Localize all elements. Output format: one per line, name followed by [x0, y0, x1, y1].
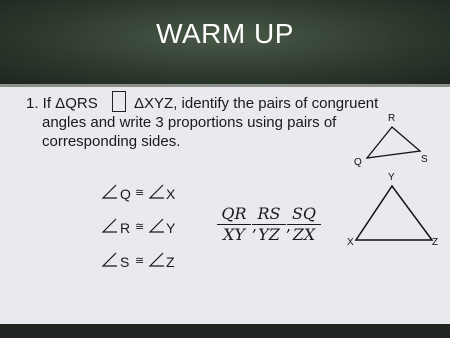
denominator: XY	[223, 225, 245, 244]
congruent-symbol: ≅	[135, 221, 145, 233]
angle-icon	[101, 217, 119, 235]
numerator: RS	[252, 204, 286, 225]
congruent-symbol: ≅	[135, 255, 145, 267]
triangle-xyz	[350, 178, 440, 248]
question-line1-start: 1. If ΔQRS	[26, 95, 98, 112]
vertex-q-label: Q	[354, 157, 362, 168]
angle-icon	[148, 217, 166, 235]
slide-title: WARM UP	[156, 18, 294, 49]
separator-comma: ,	[286, 216, 292, 235]
vertex-z-label: Z	[432, 237, 439, 248]
vertex-x-label: X	[347, 237, 354, 248]
angle-icon	[148, 251, 166, 269]
proportion-sq-zx	[287, 204, 321, 245]
question-line3: corresponding sides.	[42, 133, 181, 150]
question-line1-end: ΔXYZ, identify the pairs of congruent	[134, 95, 379, 112]
numerator: QR	[217, 204, 251, 225]
triangle-qrs	[360, 120, 430, 165]
angle-y-label: Y	[166, 220, 176, 236]
similar-symbol-box	[111, 90, 129, 114]
congruent-symbol: ≅	[135, 187, 145, 199]
angle-icon	[101, 183, 119, 201]
angle-s-label: S	[120, 254, 130, 270]
denominator: YZ	[258, 225, 280, 244]
angle-r-label: R	[120, 220, 131, 236]
angle-icon	[101, 251, 119, 269]
vertex-s-label: S	[421, 154, 428, 165]
proportion-qr-xy	[217, 204, 251, 245]
vertex-y-label: Y	[388, 172, 395, 183]
numerator: SQ	[287, 204, 321, 225]
angle-q-label: Q	[120, 186, 131, 202]
footer-bar	[0, 324, 450, 338]
title-divider	[0, 84, 450, 87]
vertex-r-label: R	[388, 113, 396, 124]
denominator: ZX	[292, 225, 316, 244]
separator-comma: ,	[252, 216, 258, 235]
proportion-rs-yz	[252, 204, 286, 245]
angle-x-label: X	[166, 186, 176, 202]
angle-icon	[148, 183, 166, 201]
angle-z-label: Z	[166, 254, 175, 270]
question-line2: angles and write 3 proportions using pairs of	[42, 114, 337, 131]
